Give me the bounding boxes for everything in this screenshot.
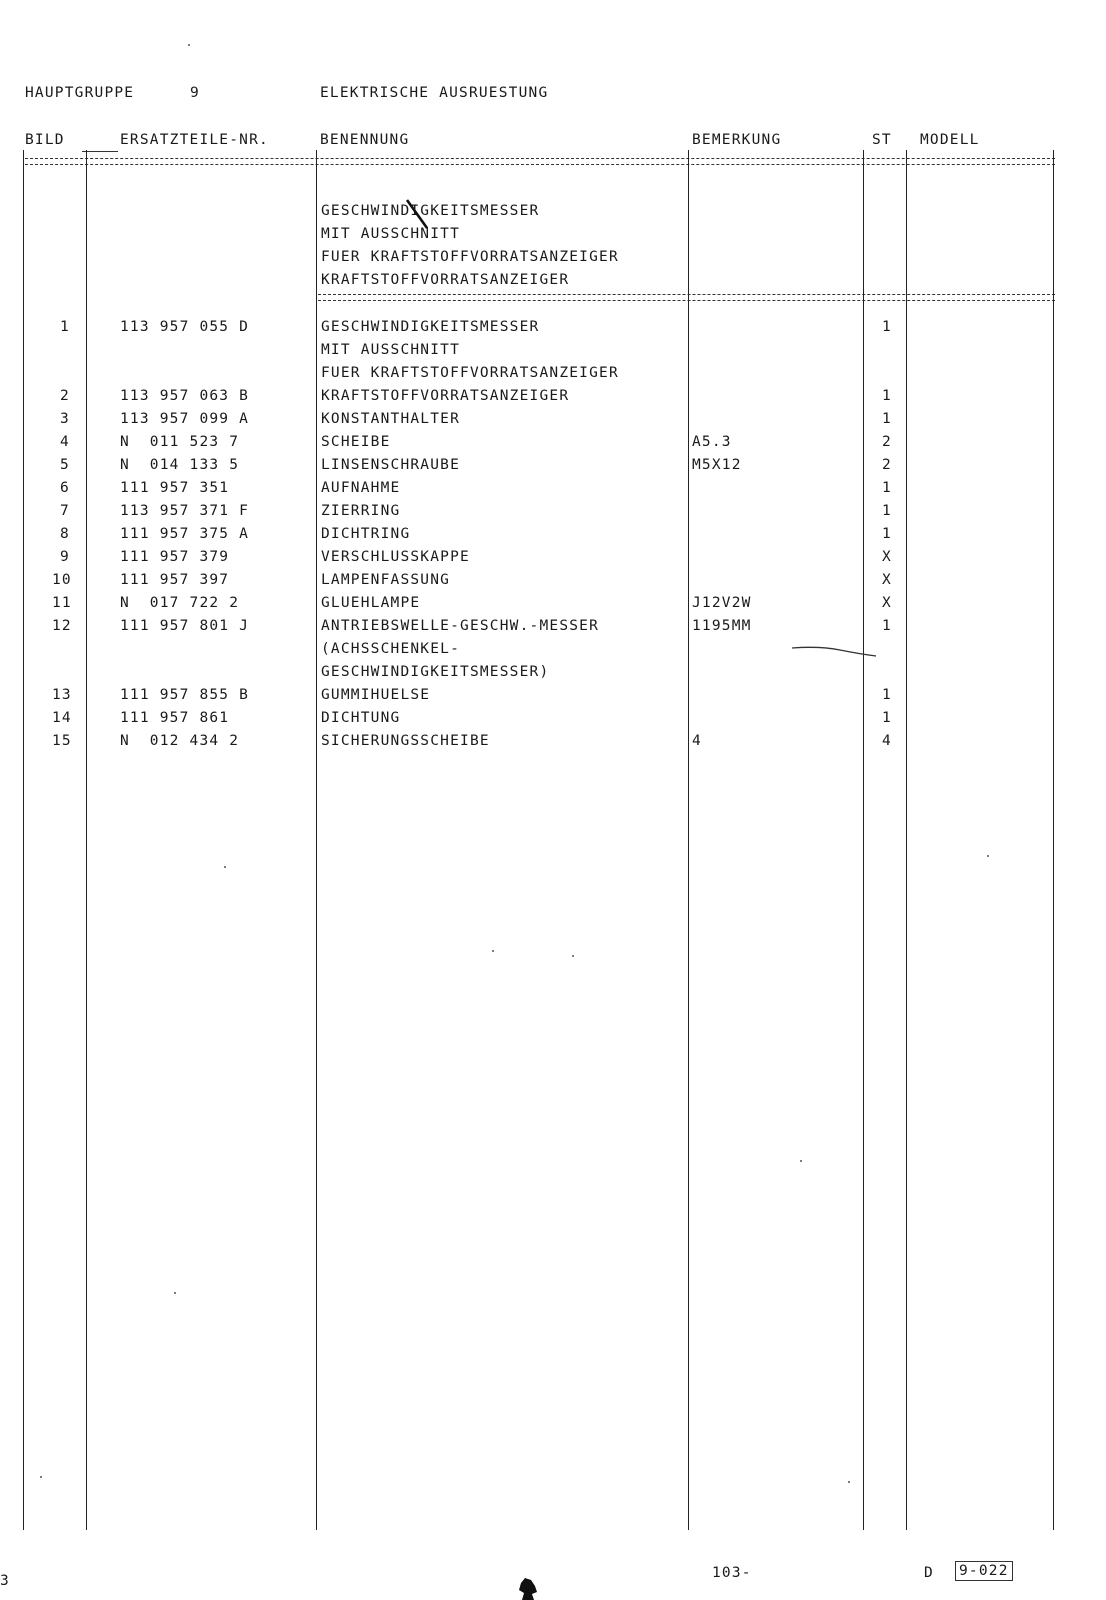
description-cell: GLUEHLAMPE [321, 595, 421, 611]
description-cell: GUMMIHUELSE [321, 687, 431, 703]
bild-cell: 3 [60, 411, 70, 427]
bild-cell: 8 [60, 526, 70, 542]
description-cell: KRAFTSTOFFVORRATSANZEIGER [321, 388, 570, 404]
bild-cell: 14 [52, 710, 72, 726]
rule-ersatzteil [316, 150, 317, 1530]
intro-line: FUER KRAFTSTOFFVORRATSANZEIGER [321, 249, 619, 265]
col-ersatzteil-heading: ERSATZTEILE-NR. [120, 132, 269, 148]
bild-cell: 2 [60, 388, 70, 404]
description-cell: SICHERUNGSSCHEIBE [321, 733, 490, 749]
remark-cell: J12V2W [692, 595, 752, 611]
bild-cell: 15 [52, 733, 72, 749]
quantity-cell: 1 [882, 687, 892, 703]
scan-speck [40, 1476, 42, 1478]
bild-cell: 11 [52, 595, 72, 611]
language-code: D [924, 1565, 934, 1581]
remark-cell: 1195MM [692, 618, 752, 634]
quantity-cell: 1 [882, 526, 892, 542]
scan-speck [987, 855, 989, 857]
description-cell: ANTRIEBSWELLE-GESCHW.-MESSER [321, 618, 600, 634]
group-number: 9 [190, 85, 200, 101]
rule-right [1053, 150, 1054, 1530]
description-cell: LAMPENFASSUNG [321, 572, 451, 588]
description-cell: (ACHSSCHENKEL- [321, 641, 461, 657]
header-rule-bottom [25, 164, 1055, 165]
description-cell: AUFNAHME [321, 480, 401, 496]
intro-line: GESCHWINDIGKEITSMESSER [321, 203, 540, 219]
part-number-cell: N 017 722 2 [120, 595, 240, 611]
col-modell-heading: MODELL [920, 132, 980, 148]
group-label: HAUPTGRUPPE [25, 85, 135, 101]
bild-cell: 6 [60, 480, 70, 496]
description-cell: DICHTUNG [321, 710, 401, 726]
part-number-cell: 111 957 351 [120, 480, 230, 496]
part-number-cell: 111 957 801 J [120, 618, 250, 634]
quantity-cell: X [882, 595, 892, 611]
section-rule-top [318, 294, 1055, 295]
ink-blot [517, 1578, 539, 1600]
bild-cell: 12 [52, 618, 72, 634]
intro-line: KRAFTSTOFFVORRATSANZEIGER [321, 272, 570, 288]
scan-speck [492, 950, 494, 952]
section-rule-bottom [318, 300, 1055, 301]
quantity-cell: 2 [882, 434, 892, 450]
quantity-cell: 1 [882, 480, 892, 496]
rule-benennung [688, 150, 689, 1530]
description-cell: ZIERRING [321, 503, 401, 519]
part-number-cell: N 012 434 2 [120, 733, 240, 749]
edge-mark: 3 [0, 1573, 10, 1589]
col-st-heading: ST [872, 132, 892, 148]
part-number-cell: 111 957 855 B [120, 687, 250, 703]
scan-speck [800, 1160, 802, 1162]
description-cell: MIT AUSSCHNITT [321, 342, 461, 358]
description-cell: GESCHWINDIGKEITSMESSER [321, 319, 540, 335]
part-number-cell: 113 957 063 B [120, 388, 250, 404]
scan-speck [174, 1292, 176, 1294]
rule-bild [86, 150, 87, 1530]
group-title: ELEKTRISCHE AUSRUESTUNG [320, 85, 549, 101]
part-number-cell: 111 957 861 [120, 710, 230, 726]
bild-cell: 10 [52, 572, 72, 588]
description-cell: KONSTANTHALTER [321, 411, 461, 427]
part-number-cell: N 011 523 7 [120, 434, 240, 450]
bild-cell: 13 [52, 687, 72, 703]
rule-left [23, 150, 24, 1530]
bild-cell: 5 [60, 457, 70, 473]
quantity-cell: X [882, 572, 892, 588]
rule-st [906, 150, 907, 1530]
heading-underline [82, 151, 118, 152]
description-cell: SCHEIBE [321, 434, 391, 450]
header-rule-top [25, 158, 1055, 159]
scan-speck [224, 866, 226, 868]
quantity-cell: 1 [882, 411, 892, 427]
part-number-cell: 111 957 397 [120, 572, 230, 588]
quantity-cell: 1 [882, 618, 892, 634]
part-number-cell: 113 957 055 D [120, 319, 250, 335]
bild-cell: 7 [60, 503, 70, 519]
description-cell: VERSCHLUSSKAPPE [321, 549, 470, 565]
col-bemerkung-heading: BEMERKUNG [692, 132, 782, 148]
handwritten-check-mark [405, 198, 431, 232]
col-benennung-heading: BENENNUNG [320, 132, 410, 148]
page-number: 103- [712, 1565, 752, 1581]
description-cell: FUER KRAFTSTOFFVORRATSANZEIGER [321, 365, 619, 381]
remark-cell: M5X12 [692, 457, 742, 473]
description-cell: DICHTRING [321, 526, 411, 542]
part-number-cell: 113 957 099 A [120, 411, 250, 427]
part-number-cell: 113 957 371 F [120, 503, 250, 519]
col-bild-heading: BILD [25, 132, 65, 148]
scan-speck [572, 955, 574, 957]
quantity-cell: X [882, 549, 892, 565]
pen-stroke-mark [790, 644, 880, 660]
quantity-cell: 1 [882, 319, 892, 335]
quantity-cell: 4 [882, 733, 892, 749]
bild-cell: 1 [60, 319, 70, 335]
quantity-cell: 2 [882, 457, 892, 473]
bild-cell: 9 [60, 549, 70, 565]
description-cell: GESCHWINDIGKEITSMESSER) [321, 664, 550, 680]
quantity-cell: 1 [882, 710, 892, 726]
quantity-cell: 1 [882, 503, 892, 519]
part-number-cell: 111 957 379 [120, 549, 230, 565]
remark-cell: 4 [692, 733, 702, 749]
rule-bemerkung [863, 150, 864, 1530]
bild-cell: 4 [60, 434, 70, 450]
part-number-cell: N 014 133 5 [120, 457, 240, 473]
intro-line: MIT AUSSCHNITT [321, 226, 461, 242]
remark-cell: A5.3 [692, 434, 732, 450]
description-cell: LINSENSCHRAUBE [321, 457, 461, 473]
scan-speck [188, 44, 190, 46]
section-reference: 9-022 [955, 1561, 1013, 1581]
quantity-cell: 1 [882, 388, 892, 404]
scan-speck [848, 1481, 850, 1483]
part-number-cell: 111 957 375 A [120, 526, 250, 542]
